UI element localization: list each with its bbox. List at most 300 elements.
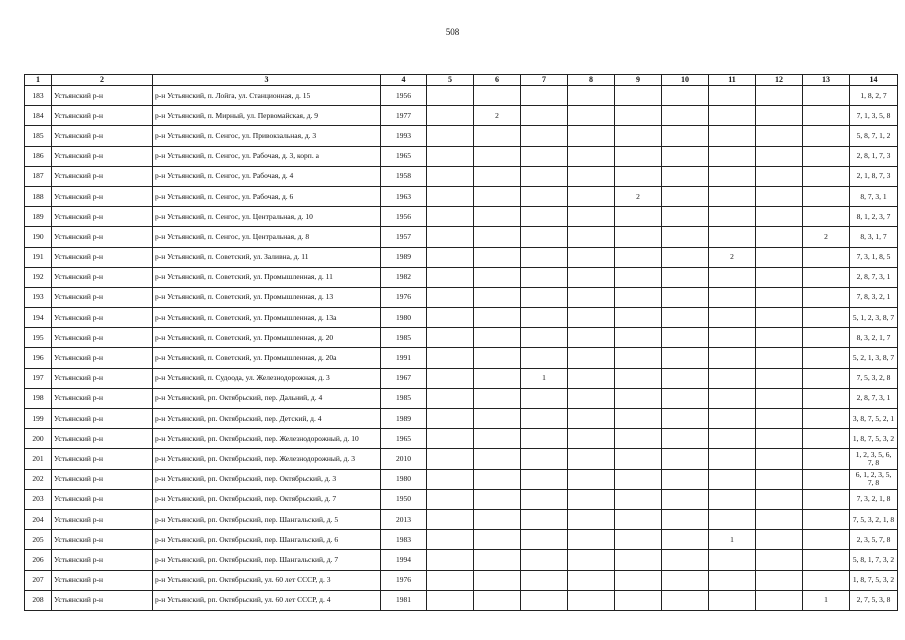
flag-cell — [521, 550, 568, 570]
flag-cell — [521, 146, 568, 166]
table-row — [25, 207, 898, 227]
flag-cell — [568, 166, 615, 186]
flag-cell — [568, 146, 615, 166]
flag-cell — [427, 348, 474, 368]
row-number: 191 — [25, 247, 52, 267]
column-header: 8 — [568, 75, 615, 86]
column-header: 13 — [803, 75, 850, 86]
flag-cell — [803, 308, 850, 328]
table-row — [25, 186, 898, 206]
flag-cell — [756, 449, 803, 469]
row-number: 183 — [25, 86, 52, 106]
address-cell: р-н Устьянский, п. Советский, ул. Промышленная, д. 13а — [153, 308, 381, 328]
flag-cell — [756, 166, 803, 186]
address-cell: р-н Устьянский, рп. Октябрьский, пер. Октябрьский, д. 7 — [153, 489, 381, 509]
district-cell: Устьянский р-н — [52, 308, 153, 328]
flag-cell — [521, 267, 568, 287]
year-cell: 1958 — [381, 166, 427, 186]
flag-cell — [756, 308, 803, 328]
year-cell: 1956 — [381, 207, 427, 227]
year-cell: 1994 — [381, 550, 427, 570]
address-cell: р-н Устьянский, рп. Октябрьский, пер. Шангальский, д. 7 — [153, 550, 381, 570]
flag-cell — [521, 509, 568, 529]
header-row — [25, 75, 898, 86]
flag-cell — [662, 388, 709, 408]
flag-cell — [474, 388, 521, 408]
flag-cell — [427, 186, 474, 206]
flag-cell — [474, 308, 521, 328]
flag-cell: 2 — [803, 227, 850, 247]
flag-cell — [709, 590, 756, 610]
flag-cell — [568, 328, 615, 348]
flag-cell — [615, 348, 662, 368]
year-cell: 1980 — [381, 308, 427, 328]
flag-cell — [662, 348, 709, 368]
flag-cell: 1 — [521, 368, 568, 388]
year-cell: 1967 — [381, 368, 427, 388]
row-number: 198 — [25, 388, 52, 408]
column-header: 11 — [709, 75, 756, 86]
flag-cell — [474, 409, 521, 429]
column-header: 1 — [25, 75, 52, 86]
column-header: 4 — [381, 75, 427, 86]
flag-cell — [615, 409, 662, 429]
flag-cell — [521, 227, 568, 247]
flag-cell — [521, 590, 568, 610]
flag-cell: 1 — [803, 590, 850, 610]
flag-cell — [615, 328, 662, 348]
column-header: 2 — [52, 75, 153, 86]
flag-cell — [521, 106, 568, 126]
column-header: 10 — [662, 75, 709, 86]
flag-cell: 2 — [709, 247, 756, 267]
flag-cell — [521, 489, 568, 509]
flag-cell — [474, 530, 521, 550]
flag-cell — [803, 106, 850, 126]
flag-cell — [521, 247, 568, 267]
district-cell: Устьянский р-н — [52, 287, 153, 307]
flag-cell — [662, 509, 709, 529]
flag-cell — [474, 449, 521, 469]
flag-cell — [615, 247, 662, 267]
flag-cell — [803, 509, 850, 529]
flag-cell — [427, 146, 474, 166]
flag-cell — [427, 247, 474, 267]
flag-cell — [662, 186, 709, 206]
flag-cell — [568, 469, 615, 489]
district-cell: Устьянский р-н — [52, 530, 153, 550]
table-row — [25, 449, 898, 469]
address-cell: р-н Устьянский, п. Советский, ул. Промышленная, д. 20 — [153, 328, 381, 348]
flag-cell — [662, 368, 709, 388]
flag-cell — [615, 509, 662, 529]
flag-cell — [568, 227, 615, 247]
flag-cell — [709, 267, 756, 287]
district-cell: Устьянский р-н — [52, 267, 153, 287]
flag-cell — [474, 570, 521, 590]
code-cell: 3, 8, 7, 5, 2, 1 — [850, 409, 898, 429]
flag-cell — [568, 348, 615, 368]
flag-cell — [427, 429, 474, 449]
address-cell: р-н Устьянский, рп. Октябрьский, пер. Дальний, д. 4 — [153, 388, 381, 408]
address-cell: р-н Устьянский, п. Советский, ул. Промышленная, д. 20а — [153, 348, 381, 368]
flag-cell — [756, 106, 803, 126]
flag-cell — [709, 227, 756, 247]
table-row — [25, 227, 898, 247]
flag-cell — [756, 287, 803, 307]
flag-cell — [803, 126, 850, 146]
flag-cell — [427, 449, 474, 469]
flag-cell — [474, 550, 521, 570]
table-row — [25, 267, 898, 287]
flag-cell — [474, 166, 521, 186]
flag-cell — [521, 388, 568, 408]
row-number: 188 — [25, 186, 52, 206]
code-cell: 8, 3, 1, 7 — [850, 227, 898, 247]
row-number: 197 — [25, 368, 52, 388]
address-cell: р-н Устьянский, рп. Октябрьский, пер. Шангальский, д. 6 — [153, 530, 381, 550]
year-cell: 1976 — [381, 287, 427, 307]
address-cell: р-н Устьянский, п. Лойга, ул. Станционная, д. 15 — [153, 86, 381, 106]
flag-cell — [474, 207, 521, 227]
flag-cell — [803, 146, 850, 166]
code-cell: 8, 7, 3, 1 — [850, 186, 898, 206]
flag-cell — [709, 449, 756, 469]
flag-cell — [474, 469, 521, 489]
year-cell: 1981 — [381, 590, 427, 610]
flag-cell: 1 — [709, 530, 756, 550]
code-cell: 5, 8, 1, 7, 3, 2 — [850, 550, 898, 570]
year-cell: 1965 — [381, 429, 427, 449]
flag-cell — [427, 388, 474, 408]
row-number: 194 — [25, 308, 52, 328]
flag-cell — [662, 469, 709, 489]
table-row — [25, 388, 898, 408]
table-row — [25, 146, 898, 166]
flag-cell — [756, 267, 803, 287]
row-number: 199 — [25, 409, 52, 429]
flag-cell — [662, 86, 709, 106]
code-cell: 2, 3, 5, 7, 8 — [850, 530, 898, 550]
flag-cell — [521, 308, 568, 328]
flag-cell — [662, 247, 709, 267]
flag-cell — [662, 489, 709, 509]
table-row — [25, 348, 898, 368]
flag-cell — [709, 429, 756, 449]
flag-cell — [803, 328, 850, 348]
row-number: 190 — [25, 227, 52, 247]
flag-cell — [521, 86, 568, 106]
flag-cell — [662, 227, 709, 247]
table-row — [25, 429, 898, 449]
flag-cell — [615, 368, 662, 388]
flag-cell — [568, 86, 615, 106]
code-cell: 7, 3, 2, 1, 8 — [850, 489, 898, 509]
address-cell: р-н Устьянский, п. Советский, ул. Промышленная, д. 11 — [153, 267, 381, 287]
flag-cell — [662, 146, 709, 166]
flag-cell — [803, 409, 850, 429]
year-cell: 1985 — [381, 388, 427, 408]
flag-cell — [709, 509, 756, 529]
code-cell: 2, 8, 1, 7, 3 — [850, 146, 898, 166]
column-header: 12 — [756, 75, 803, 86]
address-cell: р-н Устьянский, рп. Октябрьский, пер. Детский, д. 4 — [153, 409, 381, 429]
table-row — [25, 126, 898, 146]
code-cell: 2, 7, 5, 3, 8 — [850, 590, 898, 610]
column-header: 7 — [521, 75, 568, 86]
flag-cell — [803, 530, 850, 550]
flag-cell — [803, 287, 850, 307]
flag-cell — [521, 328, 568, 348]
table-row — [25, 530, 898, 550]
district-cell: Устьянский р-н — [52, 106, 153, 126]
flag-cell — [568, 368, 615, 388]
row-number: 185 — [25, 126, 52, 146]
flag-cell — [803, 550, 850, 570]
flag-cell — [709, 550, 756, 570]
flag-cell — [474, 429, 521, 449]
flag-cell — [427, 166, 474, 186]
flag-cell — [662, 166, 709, 186]
flag-cell — [615, 287, 662, 307]
flag-cell — [803, 388, 850, 408]
row-number: 204 — [25, 509, 52, 529]
flag-cell — [427, 489, 474, 509]
row-number: 200 — [25, 429, 52, 449]
year-cell: 1977 — [381, 106, 427, 126]
flag-cell — [521, 449, 568, 469]
flag-cell — [615, 146, 662, 166]
flag-cell — [803, 247, 850, 267]
flag-cell — [709, 469, 756, 489]
table-row — [25, 509, 898, 529]
flag-cell — [662, 328, 709, 348]
flag-cell — [615, 469, 662, 489]
flag-cell — [474, 590, 521, 610]
code-cell: 8, 1, 2, 3, 7 — [850, 207, 898, 227]
flag-cell — [568, 308, 615, 328]
district-cell: Устьянский р-н — [52, 207, 153, 227]
code-cell: 1, 8, 7, 5, 3, 2 — [850, 570, 898, 590]
table-row — [25, 287, 898, 307]
flag-cell — [521, 409, 568, 429]
flag-cell — [662, 449, 709, 469]
row-number: 201 — [25, 449, 52, 469]
flag-cell — [615, 207, 662, 227]
flag-cell — [756, 550, 803, 570]
flag-cell — [615, 308, 662, 328]
flag-cell — [568, 126, 615, 146]
district-cell: Устьянский р-н — [52, 570, 153, 590]
flag-cell — [662, 409, 709, 429]
year-cell: 1985 — [381, 328, 427, 348]
flag-cell — [709, 489, 756, 509]
flag-cell — [756, 126, 803, 146]
flag-cell — [615, 570, 662, 590]
flag-cell — [756, 227, 803, 247]
row-number: 205 — [25, 530, 52, 550]
code-cell: 1, 8, 2, 7 — [850, 86, 898, 106]
flag-cell — [756, 469, 803, 489]
code-cell: 7, 8, 3, 2, 1 — [850, 287, 898, 307]
year-cell: 2010 — [381, 449, 427, 469]
address-cell: р-н Устьянский, п. Сенгос, ул. Рабочая, д. 3, корп. а — [153, 146, 381, 166]
row-number: 196 — [25, 348, 52, 368]
flag-cell — [662, 267, 709, 287]
flag-cell — [427, 86, 474, 106]
row-number: 195 — [25, 328, 52, 348]
register-table — [24, 74, 898, 611]
year-cell: 1991 — [381, 348, 427, 368]
flag-cell — [568, 186, 615, 206]
flag-cell — [709, 106, 756, 126]
flag-cell — [427, 550, 474, 570]
flag-cell — [709, 287, 756, 307]
year-cell: 1980 — [381, 469, 427, 489]
code-cell: 8, 3, 2, 1, 7 — [850, 328, 898, 348]
flag-cell — [568, 287, 615, 307]
address-cell: р-н Устьянский, п. Сенгос, ул. Рабочая, д. 4 — [153, 166, 381, 186]
address-cell: р-н Устьянский, рп. Октябрьский, пер. Шангальский, д. 5 — [153, 509, 381, 529]
year-cell: 1976 — [381, 570, 427, 590]
flag-cell — [662, 570, 709, 590]
flag-cell — [709, 207, 756, 227]
flag-cell — [568, 409, 615, 429]
flag-cell — [803, 267, 850, 287]
flag-cell — [615, 550, 662, 570]
flag-cell — [615, 590, 662, 610]
district-cell: Устьянский р-н — [52, 388, 153, 408]
flag-cell — [427, 287, 474, 307]
flag-cell — [568, 267, 615, 287]
address-cell: р-н Устьянский, рп. Октябрьский, ул. 60 лет СССР, д. 4 — [153, 590, 381, 610]
district-cell: Устьянский р-н — [52, 348, 153, 368]
flag-cell — [803, 86, 850, 106]
table-row — [25, 550, 898, 570]
flag-cell — [521, 469, 568, 489]
flag-cell — [568, 570, 615, 590]
address-cell: р-н Устьянский, рп. Октябрьский, пер. Железнодорожный, д. 3 — [153, 449, 381, 469]
district-cell: Устьянский р-н — [52, 227, 153, 247]
flag-cell — [521, 287, 568, 307]
district-cell: Устьянский р-н — [52, 449, 153, 469]
district-cell: Устьянский р-н — [52, 146, 153, 166]
flag-cell — [474, 287, 521, 307]
flag-cell — [474, 348, 521, 368]
flag-cell — [709, 166, 756, 186]
flag-cell — [756, 328, 803, 348]
district-cell: Устьянский р-н — [52, 186, 153, 206]
flag-cell — [568, 590, 615, 610]
flag-cell — [427, 126, 474, 146]
flag-cell — [662, 590, 709, 610]
address-cell: р-н Устьянский, п. Сенгос, ул. Рабочая, д. 6 — [153, 186, 381, 206]
flag-cell — [803, 570, 850, 590]
flag-cell — [474, 368, 521, 388]
flag-cell — [803, 207, 850, 227]
flag-cell — [662, 429, 709, 449]
flag-cell — [615, 86, 662, 106]
flag-cell — [521, 126, 568, 146]
district-cell: Устьянский р-н — [52, 166, 153, 186]
page-number: 508 — [445, 27, 460, 37]
flag-cell — [427, 328, 474, 348]
row-number: 186 — [25, 146, 52, 166]
flag-cell — [662, 287, 709, 307]
flag-cell: 2 — [474, 106, 521, 126]
table-row — [25, 106, 898, 126]
address-cell: р-н Устьянский, п. Сенгос, ул. Привокзальная, д. 3 — [153, 126, 381, 146]
flag-cell — [568, 247, 615, 267]
flag-cell — [709, 186, 756, 206]
flag-cell — [521, 166, 568, 186]
district-cell: Устьянский р-н — [52, 429, 153, 449]
flag-cell — [474, 146, 521, 166]
flag-cell — [803, 348, 850, 368]
flag-cell — [568, 509, 615, 529]
table-body — [25, 86, 898, 611]
flag-cell — [427, 509, 474, 529]
year-cell: 1963 — [381, 186, 427, 206]
district-cell: Устьянский р-н — [52, 550, 153, 570]
flag-cell — [756, 509, 803, 529]
code-cell: 2, 1, 8, 7, 3 — [850, 166, 898, 186]
flag-cell — [615, 126, 662, 146]
flag-cell — [709, 409, 756, 429]
flag-cell — [756, 409, 803, 429]
flag-cell — [568, 106, 615, 126]
flag-cell — [568, 489, 615, 509]
row-number: 208 — [25, 590, 52, 610]
flag-cell — [427, 469, 474, 489]
flag-cell — [756, 489, 803, 509]
table-row — [25, 247, 898, 267]
district-cell: Устьянский р-н — [52, 368, 153, 388]
address-cell: р-н Устьянский, п. Судоода, ул. Железнодорожная, д. 3 — [153, 368, 381, 388]
flag-cell — [474, 126, 521, 146]
code-cell: 1, 2, 3, 5, 6, 7, 8 — [850, 449, 898, 469]
row-number: 192 — [25, 267, 52, 287]
column-header: 9 — [615, 75, 662, 86]
flag-cell — [662, 550, 709, 570]
flag-cell — [709, 388, 756, 408]
district-cell: Устьянский р-н — [52, 409, 153, 429]
flag-cell — [709, 146, 756, 166]
flag-cell — [521, 570, 568, 590]
flag-cell — [803, 368, 850, 388]
flag-cell — [756, 207, 803, 227]
address-cell: р-н Устьянский, п. Сенгос, ул. Центральная, д. 8 — [153, 227, 381, 247]
row-number: 207 — [25, 570, 52, 590]
flag-cell — [803, 469, 850, 489]
code-cell: 7, 5, 3, 2, 1, 8 — [850, 509, 898, 529]
flag-cell — [474, 328, 521, 348]
flag-cell — [709, 368, 756, 388]
district-cell: Устьянский р-н — [52, 86, 153, 106]
address-cell: р-н Устьянский, п. Мирный, ул. Первомайская, д. 9 — [153, 106, 381, 126]
year-cell: 2013 — [381, 509, 427, 529]
flag-cell — [521, 186, 568, 206]
flag-cell — [709, 570, 756, 590]
year-cell: 1989 — [381, 409, 427, 429]
flag-cell — [474, 86, 521, 106]
flag-cell — [474, 509, 521, 529]
table-row — [25, 86, 898, 106]
flag-cell — [568, 207, 615, 227]
flag-cell — [427, 106, 474, 126]
table-row — [25, 328, 898, 348]
flag-cell — [709, 126, 756, 146]
